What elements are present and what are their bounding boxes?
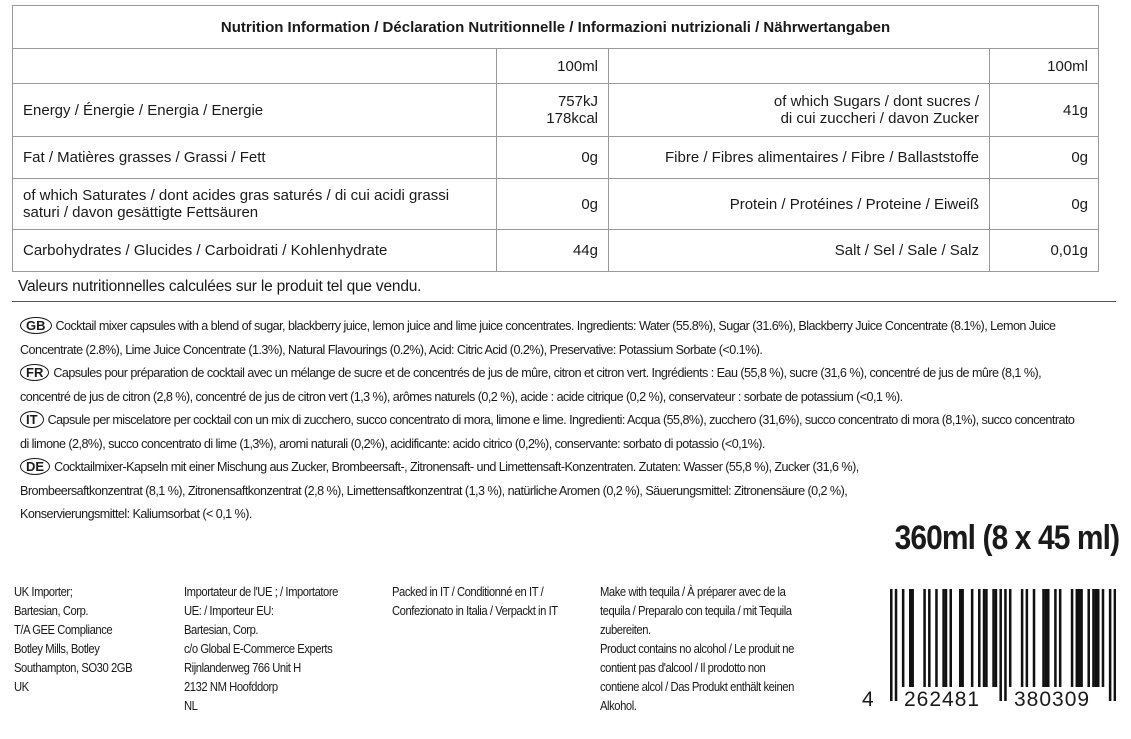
- sugars-label: [609, 84, 990, 137]
- barcode-bar: [1080, 589, 1083, 687]
- sugars-label-line2: di cui zuccheri / davon Zucker: [780, 110, 979, 127]
- barcode-bar: [895, 589, 898, 701]
- barcode-bar: [1071, 589, 1074, 687]
- barcode-bar: [935, 589, 938, 687]
- ingredients-gb-line1: Cocktail mixer capsules with a blend of sugar, blackberry juice, lemon juice and lime juice concentrates. Ingredients: Water (55.8%), Sugar (31.6%), Blackberry Juice Concentrate (8.1%), Lemon Juice: [55, 319, 1056, 333]
- saturates-label-line1: of which Saturates / dont acides gras saturés / di cui acidi grassi: [23, 187, 450, 204]
- saturates-value: 0g: [497, 179, 609, 230]
- energy-label: Energy / Énergie / Energia / Energie: [13, 84, 497, 137]
- uk-address-line: T/A GEE Compliance: [14, 623, 113, 637]
- barcode-bar: [928, 589, 931, 687]
- barcode-digits-left: 262481: [904, 688, 981, 711]
- barcode: [862, 589, 1116, 709]
- instructions-line: Alkohol.: [600, 699, 637, 713]
- barcode-bar: [1042, 589, 1045, 687]
- barcode-bar: [1033, 589, 1036, 687]
- eu-address-line: NL: [184, 699, 198, 713]
- ingredients-fr-line1: Capsules pour préparation de cocktail avec un mélange de sucre et de concentrés de jus de mûre, citron et citron vert. Ingrédients : Eau (55,8 %), sucre (31,6 %), concentré de jus de mûre (8,1 %),: [53, 366, 1042, 380]
- per-100ml-right: 100ml: [990, 49, 1099, 84]
- instructions-line: tequila / Preparalo con tequila / mit Tequila: [600, 604, 792, 618]
- fat-label: Fat / Matières grasses / Grassi / Fett: [13, 137, 497, 179]
- saturates-label: [13, 179, 497, 230]
- barcode-bar: [1045, 589, 1048, 687]
- header-empty-right: [609, 49, 990, 84]
- sugars-label-line1: of which Sugars / dont sucres /: [773, 93, 979, 110]
- instructions-line: contient pas d'alcool / Il prodotto non: [600, 661, 766, 675]
- carbohydrates-value: 44g: [497, 230, 609, 272]
- ingredients-it: [20, 409, 1120, 456]
- barcode-bar: [923, 589, 926, 687]
- eu-address-line: c/o Global E-Commerce Experts: [184, 642, 333, 656]
- per-100ml-left: 100ml: [497, 49, 609, 84]
- language-badge-fr: FR: [20, 364, 49, 381]
- barcode-bar: [1054, 589, 1057, 687]
- barcode-digits-right: 380309: [1014, 688, 1091, 711]
- instructions-line: zubereiten.: [600, 623, 651, 637]
- uk-address-line: Bartesian, Corp.: [14, 604, 89, 618]
- eu-address-line: Importateur de l'UE ; / Importatore: [184, 585, 338, 599]
- language-badge-de: DE: [20, 458, 50, 475]
- nutrition-table: [12, 5, 1099, 272]
- barcode-bar: [1109, 589, 1112, 701]
- barcode-bar: [890, 589, 893, 701]
- packed-line: Confezionato in Italia / Verpackt in IT: [392, 604, 558, 618]
- barcode-bar: [971, 589, 974, 687]
- barcode-bar: [1009, 589, 1012, 687]
- ingredients-gb-line2: Concentrate (2.8%), Lime Juice Concentrate (1.3%), Natural Flavourings (0.2%), Acid: Citric Acid (0.2%), Preservative: Potassium Sorbate (<0.1%).: [20, 342, 763, 357]
- barcode-bar: [1004, 589, 1007, 701]
- ingredients-de-line1: Cocktailmixer-Kapseln mit einer Mischung aus Zucker, Brombeersaft-, Zitronensaft- und Limettensaft-Konzentraten. Zutaten: Wasser (55,8 %), Zucker (31,6 %),: [54, 460, 859, 474]
- packed-in-info: [392, 583, 558, 621]
- ingredients-fr: [20, 362, 1120, 409]
- barcode-digit-first: 4: [862, 688, 875, 711]
- instructions-line: contiene alcol / Das Produkt enthält keinen: [600, 680, 794, 694]
- barcode-bar: [911, 589, 914, 687]
- eu-address-line: Bartesian, Corp.: [184, 623, 259, 637]
- uk-address-line: Southampton, SO30 2GB: [14, 661, 133, 675]
- language-badge-it: IT: [20, 411, 44, 428]
- eu-address-line: Rijnlanderweg 766 Unit H: [184, 661, 301, 675]
- carbohydrates-label: Carbohydrates / Glucides / Carboidrati / Kohlenhydrate: [13, 230, 497, 272]
- eu-importer-address: [184, 583, 338, 716]
- barcode-bar: [1097, 589, 1100, 687]
- barcode-bar: [1076, 589, 1079, 687]
- ingredients-de-line2: Brombeersaftkonzentrat (8,1 %), Zitronensaftkonzentrat (2,8 %), Limettensaftkonzentrat (1,3 %), natürliche Aromen (0,2 %), Säuerungsmittel: Zitronensäure (0,2 %),: [20, 483, 848, 498]
- barcode-bar: [1095, 589, 1098, 687]
- protein-label: Protein / Protéines / Proteine / Eiweiß: [609, 179, 990, 230]
- uk-address-line: Botley Mills, Botley: [14, 642, 100, 656]
- barcode-bar: [1078, 589, 1081, 687]
- barcode-bar: [1059, 589, 1062, 687]
- barcode-bar: [985, 589, 988, 687]
- ingredients-it-line1: Capsule per miscelatore per cocktail con un mix di zucchero, succo concentrato di mora, limone e lime. Ingredienti: Acqua (55,8%), zucchero (31,6%), succo concentrato di mora (8,1%), succo concentrato: [47, 413, 1075, 427]
- uk-address-line: UK Importer;: [14, 585, 73, 599]
- barcode-bar: [1092, 589, 1095, 687]
- ingredients-de: [20, 456, 1120, 527]
- barcode-bar: [942, 589, 945, 687]
- volume-label: 360ml (8 x 45 ml): [894, 519, 1119, 557]
- barcode-bar: [1047, 589, 1050, 687]
- barcode-bar: [1114, 589, 1116, 701]
- usage-instructions: [600, 583, 794, 716]
- protein-value: 0g: [990, 179, 1099, 230]
- instructions-line: Make with tequila / À préparer avec de la: [600, 585, 786, 599]
- energy-value: [497, 84, 609, 137]
- fibre-label: Fibre / Fibres alimentaires / Fibre / Ballaststoffe: [609, 137, 990, 179]
- barcode-bar: [959, 589, 962, 687]
- ingredients-block: [20, 315, 1120, 527]
- uk-address-line: UK: [14, 680, 29, 694]
- energy-kcal: 178kcal: [546, 110, 598, 127]
- barcode-bar: [1026, 589, 1029, 687]
- instructions-line: Product contains no alcohol / Le produit ne: [600, 642, 794, 656]
- nutrition-note: Valeurs nutritionnelles calculées sur le produit tel que vendu.: [18, 278, 422, 295]
- sugars-value: 41g: [990, 84, 1099, 137]
- language-badge-gb: GB: [20, 317, 52, 334]
- barcode-bar: [999, 589, 1002, 701]
- uk-importer-address: [14, 583, 132, 697]
- salt-value: 0,01g: [990, 230, 1099, 272]
- fibre-value: 0g: [990, 137, 1099, 179]
- barcode-bar: [909, 589, 912, 687]
- barcode-bar: [961, 589, 964, 687]
- barcode-bar: [1102, 589, 1105, 687]
- barcode-bar: [902, 589, 905, 687]
- divider-line: [12, 301, 1116, 302]
- barcode-bar: [945, 589, 948, 687]
- barcode-bars: [890, 589, 1116, 701]
- saturates-label-line2: saturi / davon gesättigte Fettsäuren: [23, 204, 259, 221]
- packed-line: Packed in IT / Conditionné en IT /: [392, 585, 544, 599]
- ingredients-gb: [20, 315, 1120, 362]
- barcode-bar: [978, 589, 981, 687]
- ingredients-it-line2: di limone (2,8%), succo concentrato di lime (1,3%), aromi naturali (0,2%), acidificante: acido citrico (0,2%), conservante: sorbato di potassio (<0,1%).: [20, 436, 765, 451]
- barcode-bar: [992, 589, 995, 687]
- barcode-bar: [1021, 589, 1024, 687]
- eu-address-line: UE: / Importeur EU:: [184, 604, 274, 618]
- ingredients-de-line3: Konservierungsmittel: Kaliumsorbat (< 0,1 %).: [20, 507, 252, 521]
- energy-kj: 757kJ: [557, 93, 598, 110]
- nutrition-title: Nutrition Information / Déclaration Nutritionnelle / Informazioni nutrizionali / Nährwertangaben: [13, 6, 1099, 49]
- barcode-bar: [1087, 589, 1090, 687]
- barcode-bar: [949, 589, 952, 687]
- eu-address-line: 2132 NM Hoofddorp: [184, 680, 278, 694]
- barcode-bar: [995, 589, 998, 687]
- fat-value: 0g: [497, 137, 609, 179]
- header-empty-left: [13, 49, 497, 84]
- salt-label: Salt / Sel / Sale / Salz: [609, 230, 990, 272]
- ingredients-fr-line2: concentré de jus de citron (2,8 %), concentré de jus de citron vert (1,3 %), arômes naturels (0,2 %), acide : acide citrique (0,2 %), conservateur : sorbate de potassium (<0,1 %).: [20, 389, 903, 404]
- barcode-bar: [983, 589, 986, 687]
